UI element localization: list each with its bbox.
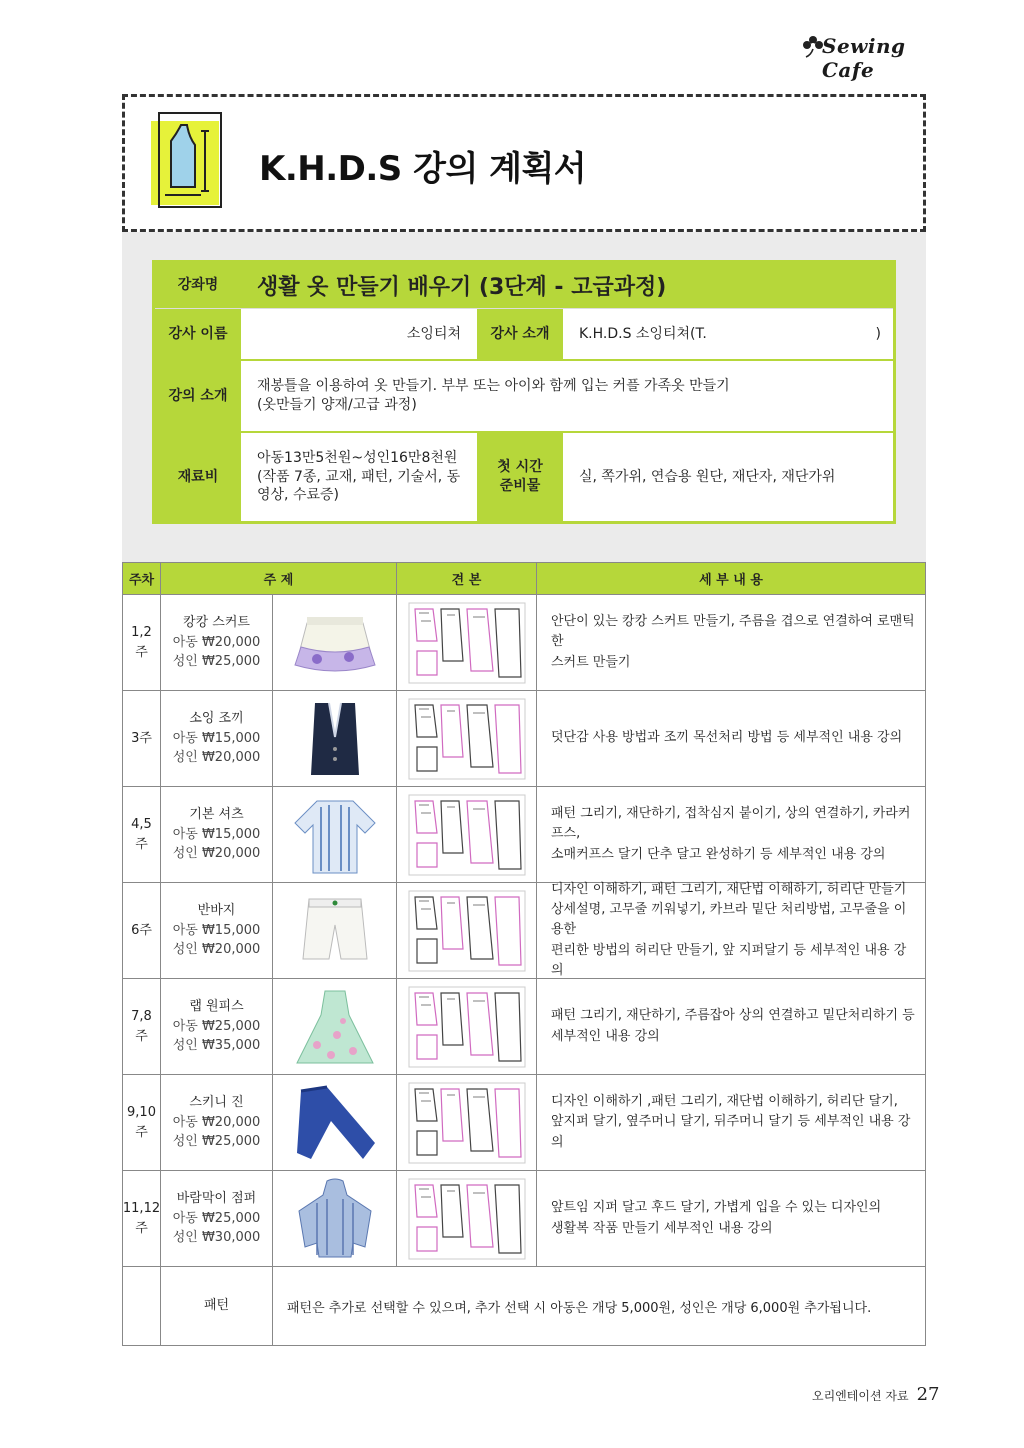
- brand-name: Sewing Cafe: [822, 34, 906, 82]
- week-number: 4,5: [131, 817, 152, 832]
- week-suffix: 주: [135, 1220, 148, 1236]
- pattern-sample: [397, 979, 537, 1074]
- week-cell: [123, 1171, 161, 1266]
- adult-price: 성인 ₩30,000: [172, 1230, 261, 1246]
- week-cell: [123, 979, 161, 1074]
- kid-price: 아동 ₩25,000: [172, 1018, 261, 1034]
- week-suffix: 주: [135, 644, 148, 660]
- pattern-sample: [397, 595, 537, 690]
- header-week: 주차: [123, 563, 161, 594]
- fee: [241, 433, 477, 521]
- topic-cell: [161, 883, 273, 978]
- course-name: 생활 옷 만들기 배우기 (3단계 - 고급과정): [241, 263, 893, 308]
- detail-line: 패턴 그리기, 재단하기, 접착심지 붙이기, 상의 연결하기, 카라커프스,: [551, 806, 911, 842]
- week-cell: [123, 787, 161, 882]
- week-cell: [123, 691, 161, 786]
- course-info-table: [152, 260, 896, 524]
- kid-price: 아동 ₩15,000: [172, 922, 261, 938]
- footer-label: 오리엔테이션 자료: [812, 1389, 909, 1403]
- week-number: 3주: [131, 730, 152, 746]
- detail-cell: [537, 787, 925, 882]
- adult-price: 성인 ₩25,000: [172, 1134, 261, 1150]
- schedule-row: [123, 1171, 925, 1267]
- instructor-name: 소잉티쳐: [241, 309, 477, 359]
- garment-photo: [273, 595, 397, 690]
- week-number: 9,10: [127, 1105, 156, 1120]
- course-info-panel: [122, 232, 926, 562]
- schedule-header: [123, 563, 925, 595]
- schedule-row: [123, 595, 925, 691]
- topic-name: 랩 원피스: [189, 999, 244, 1015]
- garment-photo: [273, 691, 397, 786]
- schedule-row: [123, 1075, 925, 1171]
- detail-cell: [537, 1171, 925, 1266]
- prep-label-line: 첫 시간: [497, 459, 543, 476]
- topic-name: 소잉 조끼: [189, 711, 244, 727]
- kid-price: 아동 ₩20,000: [172, 1114, 261, 1130]
- detail-line: 앞지퍼 달기, 옆주머니 달기, 뒤주머니 달기 등 세부적인 내용 강의: [551, 1114, 911, 1150]
- detail-cell: [537, 691, 925, 786]
- pattern-sample: [397, 883, 537, 978]
- course-intro: [241, 361, 893, 431]
- fee-line: 영상, 수료증): [257, 487, 339, 504]
- garment-photo: [273, 1171, 397, 1266]
- header-detail: 세 부 내 용: [699, 573, 763, 588]
- prep-items: 실, 쪽가위, 연습용 원단, 재단자, 재단가위: [563, 433, 893, 521]
- detail-line: 패턴 그리기, 재단하기, 주름잡아 상의 연결하고 밑단처리하기 등: [551, 1008, 915, 1024]
- topic-cell: [161, 787, 273, 882]
- detail-line: 세부적인 내용 강의: [551, 1028, 660, 1044]
- pattern-label: 패턴: [161, 1267, 273, 1345]
- detail-cell: [537, 979, 925, 1074]
- pattern-sample: [397, 787, 537, 882]
- header-sample: 견 본: [397, 563, 537, 594]
- brand-logo: [800, 30, 960, 82]
- adult-price: 성인 ₩20,000: [172, 750, 261, 766]
- fee-line: (작품 7종, 교재, 패턴, 기술서, 동: [257, 468, 461, 485]
- pattern-row: [123, 1267, 925, 1345]
- schedule-row: [123, 979, 925, 1075]
- pattern-note: 패턴은 추가로 선택할 수 있으며, 추가 선택 시 아동은 개당 5,000원, 성인은 개당 6,000원 추가됩니다.: [287, 1300, 872, 1316]
- detail-line: 스커트 만들기: [551, 654, 631, 670]
- topic-cell: [161, 595, 273, 690]
- detail-line: 생활복 작품 만들기 세부적인 내용 강의: [551, 1220, 773, 1236]
- garment-photo: [273, 1075, 397, 1170]
- detail-line: 편리한 방법의 허리단 만들기, 앞 지퍼달기 등 세부적인 내용 강의: [551, 942, 907, 978]
- detail-line: 상세설명, 고무줄 끼워넣기, 카브라 밑단 처리방법, 고무줄을 이용한: [551, 902, 907, 938]
- kid-price: 아동 ₩15,000: [172, 826, 261, 842]
- course-intro-line: 재봉틀을 이용하여 옷 만들기. 부부 또는 아이와 함께 입는 커플 가족옷 만들기: [257, 378, 730, 395]
- garment-photo: [273, 979, 397, 1074]
- fee-label: 재료비: [155, 433, 241, 521]
- schedule-table: [122, 562, 926, 1346]
- instructor-label: 강사 이름: [155, 309, 241, 359]
- detail-line: 안단이 있는 캉캉 스커트 만들기, 주름을 겹으로 연결하여 로맨틱한: [551, 614, 915, 650]
- pattern-sample: [397, 691, 537, 786]
- schedule-row: [123, 691, 925, 787]
- detail-cell: [537, 883, 925, 978]
- adult-price: 성인 ₩35,000: [172, 1038, 261, 1054]
- kid-price: 아동 ₩20,000: [172, 634, 261, 650]
- kid-price: 아동 ₩15,000: [172, 730, 261, 746]
- week-cell: [123, 595, 161, 690]
- detail-line: 소매커프스 달기 단추 달고 완성하기 등 세부적인 내용 강의: [551, 846, 886, 862]
- week-number: 1,2: [131, 625, 152, 640]
- detail-line: 디자인 이해하기 ,패턴 그리기, 재단법 이해하기, 허리단 달기,: [551, 1094, 898, 1110]
- pattern-sample: [397, 1075, 537, 1170]
- title-box: [122, 94, 926, 232]
- sewing-pattern-icon: [151, 111, 223, 211]
- header-topic: 주 제: [161, 563, 397, 594]
- week-cell: [123, 1075, 161, 1170]
- kid-price: 아동 ₩25,000: [172, 1210, 261, 1226]
- page-number: 27: [916, 1384, 940, 1405]
- topic-name: 바람막이 점퍼: [176, 1191, 257, 1207]
- course-intro-line: (옷만들기 양재/고급 과정): [257, 397, 417, 413]
- instructor-intro: [563, 309, 893, 359]
- week-number: 11,12: [122, 1201, 161, 1216]
- prep-label-line: 준비물: [499, 478, 541, 494]
- course-intro-label: 강의 소개: [155, 361, 241, 431]
- instructor-intro-text: K.H.D.S 소잉티쳐(T.: [579, 325, 707, 342]
- detail-cell: [537, 595, 925, 690]
- topic-cell: [161, 1171, 273, 1266]
- topic-cell: [161, 979, 273, 1074]
- fee-line: 아동13만5천원~성인16만8천원: [257, 449, 458, 466]
- garment-photo: [273, 787, 397, 882]
- adult-price: 성인 ₩20,000: [172, 846, 261, 862]
- page-footer: [812, 1384, 962, 1405]
- week-number: 6주: [131, 922, 152, 938]
- detail-line: 앞트임 지퍼 달고 후드 달기, 가볍게 입을 수 있는 디자인의: [551, 1200, 882, 1216]
- course-name-label: 강좌명: [155, 263, 241, 308]
- detail-line: 덧단감 사용 방법과 조끼 목선처리 방법 등 세부적인 내용 강의: [551, 730, 903, 746]
- pattern-week-cell: [123, 1267, 161, 1345]
- topic-cell: [161, 1075, 273, 1170]
- week-suffix: 주: [135, 1028, 148, 1044]
- week-suffix: 주: [135, 836, 148, 852]
- adult-price: 성인 ₩20,000: [172, 942, 261, 958]
- page-title: K.H.D.S 강의 계획서: [259, 149, 587, 189]
- topic-name: 캉캉 스커트: [183, 615, 250, 631]
- week-suffix: 주: [135, 1124, 148, 1140]
- topic-name: 기본 셔츠: [189, 807, 244, 823]
- topic-name: 스키니 진: [189, 1095, 244, 1111]
- pattern-sample: [397, 1171, 537, 1266]
- topic-name: 반바지: [197, 903, 236, 919]
- instructor-intro-label: 강사 소개: [477, 309, 563, 359]
- instructor-intro-end: ): [875, 325, 881, 342]
- week-cell: [123, 883, 161, 978]
- topic-cell: [161, 691, 273, 786]
- prep-label: [477, 433, 563, 521]
- detail-cell: [537, 1075, 925, 1170]
- week-number: 7,8: [131, 1009, 152, 1024]
- garment-photo: [273, 883, 397, 978]
- schedule-row: [123, 883, 925, 979]
- schedule-row: [123, 787, 925, 883]
- detail-line: 디자인 이해하기, 패턴 그리기, 재단법 이해하기, 허리단 만들기: [551, 882, 907, 898]
- adult-price: 성인 ₩25,000: [172, 654, 261, 670]
